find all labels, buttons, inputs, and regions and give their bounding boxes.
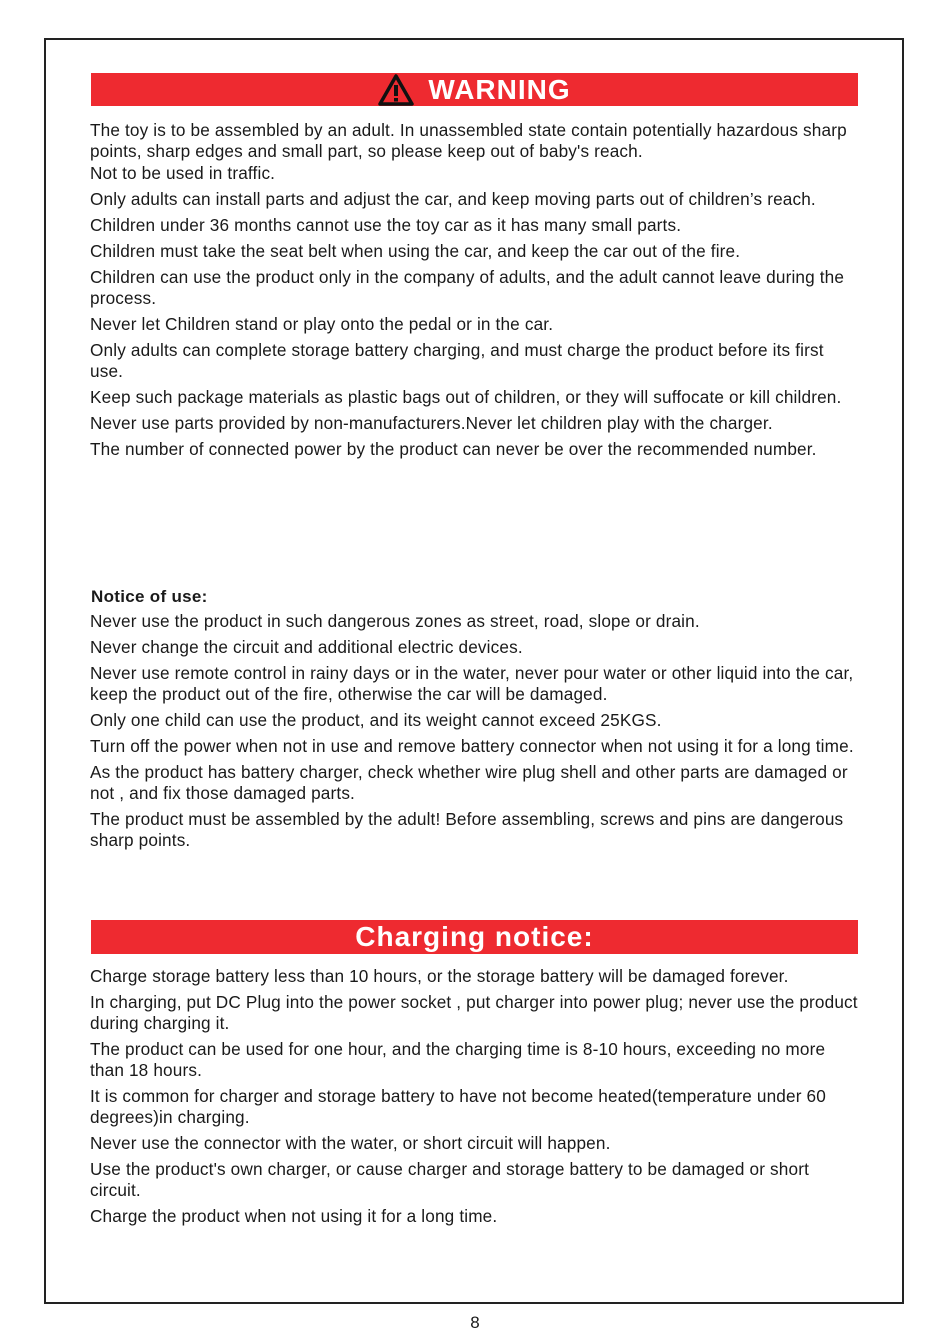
warning-item: Children must take the seat belt when using the car, and keep the car out of the fire. (90, 241, 741, 261)
notice-item: Never use the product in such dangerous zones as street, road, slope or drain. (90, 611, 700, 631)
notice-item: Never use remote control in rainy days or in the water, never pour water or other liquid into the car, keep the product out of the fire, otherwise the car will be damaged. (90, 663, 854, 704)
warning-list (90, 120, 860, 465)
page-number: 8 (470, 1313, 480, 1332)
notice-list (90, 611, 860, 856)
charging-item: Charge the product when not using it for a long time. (90, 1206, 498, 1226)
notice-heading: Notice of use: (91, 587, 208, 606)
charging-banner (91, 920, 858, 954)
warning-item: Not to be used in traffic. (90, 163, 276, 183)
charging-item: It is common for charger and storage battery to have not become heated(temperature under 60 degrees)in charging. (90, 1086, 826, 1127)
charging-item: Never use the connector with the water, or short circuit will happen. (90, 1133, 611, 1153)
charging-item: Charge storage battery less than 10 hours, or the storage battery will be damaged forever. (90, 966, 789, 986)
charging-item: In charging, put DC Plug into the power socket , put charger into power plug; never use the product during charging it. (90, 992, 858, 1033)
warning-item: Children under 36 months cannot use the toy car as it has many small parts. (90, 215, 682, 235)
warning-item: Only adults can install parts and adjust the car, and keep moving parts out of children’s reach. (90, 189, 816, 209)
warning-banner (91, 73, 858, 106)
warning-item: The toy is to be assembled by an adult. In unassembled state contain potentially hazardous sharp points, sharp edges and small part, so please keep out of baby's reach. (90, 120, 847, 161)
warning-item: Never let Children stand or play onto the pedal or in the car. (90, 314, 554, 334)
warning-item: The number of connected power by the product can never be over the recommended number. (90, 439, 817, 459)
warning-triangle-icon (378, 74, 414, 106)
warning-item: Children can use the product only in the company of adults, and the adult cannot leave during the process. (90, 267, 845, 308)
charging-item: The product can be used for one hour, and the charging time is 8-10 hours, exceeding no more than 18 hours. (90, 1039, 826, 1080)
warning-title: WARNING (428, 73, 571, 105)
warning-item: Only adults can complete storage battery charging, and must charge the product before its first use. (90, 340, 824, 381)
charging-title: Charging notice: (355, 921, 594, 952)
warning-item: Keep such package materials as plastic bags out of children, or they will suffocate or kill children. (90, 387, 842, 407)
notice-item: Only one child can use the product, and its weight cannot exceed 25KGS. (90, 710, 662, 730)
charging-item: Use the product's own charger, or cause charger and storage battery to be damaged or short circuit. (90, 1159, 810, 1200)
notice-item: Turn off the power when not in use and remove battery connector when not using it for a long time. (90, 736, 854, 756)
notice-item: The product must be assembled by the adult! Before assembling, screws and pins are dangerous sharp points. (90, 809, 844, 850)
notice-item: Never change the circuit and additional electric devices. (90, 637, 523, 657)
warning-item: Never use parts provided by non-manufacturers.Never let children play with the charger. (90, 413, 773, 433)
notice-item: As the product has battery charger, check whether wire plug shell and other parts are damaged or not , and fix those damaged parts. (90, 762, 848, 803)
charging-list (90, 966, 860, 1232)
